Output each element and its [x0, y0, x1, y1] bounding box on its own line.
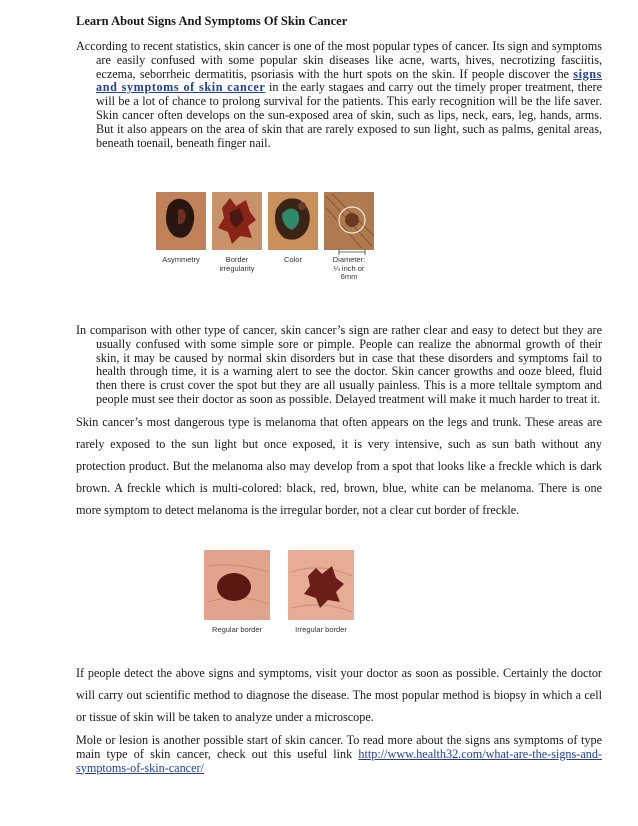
- intro-text-after: in the early stagaes and carry out the timely proper treatment, there will be a lot of chance to prolong survival for the patients. This early recognition will be the life saver. Skin cancer often develops on the sun-exposed area of skin, such as lips, neck, ears, leg, hands, arms. But it also appears on the area of skin that are rarely exposed to sun light, such as palms, genital areas, beneath toenail, beneath finger nail.: [96, 80, 602, 150]
- health32-link[interactable]: http://www.health32.com/what-are-the-signs-and-symptoms-of-skin-cancer/: [76, 746, 602, 775]
- intro-text-before: According to recent statistics, skin cancer is one of the most popular types of cancer. Its sign and symptoms are easily confused with some popular skin diseases like acne, warts, hives, necrotizing fasciitis, eczema, seborrheic dermatitis, psoriasis with the hurt spots on the skin. If people discover the: [76, 39, 602, 81]
- intro-paragraph: [76, 40, 602, 150]
- regular-border-image: [204, 550, 270, 620]
- asymmetry-image: [156, 192, 206, 250]
- color-image: [268, 192, 318, 250]
- document-page: [76, 14, 602, 150]
- page-title: Learn About Signs And Symptoms Of Skin Cancer: [76, 14, 348, 28]
- caption-regular-border: Regular border: [211, 625, 263, 634]
- closing-text: Mole or lesion is another possible start of skin cancer. To read more about the signs ans symptoms of type main type of skin cancer, check out this useful link: [76, 733, 602, 761]
- caption-irregular-border: Irregular border: [295, 625, 347, 634]
- document-page-middle: [76, 324, 602, 521]
- irregular-border-image: [288, 550, 354, 620]
- closing-paragraph: [76, 734, 602, 775]
- abcd-images: [156, 176, 470, 294]
- signs-symptoms-link[interactable]: signs and symptoms of skin cancer: [96, 66, 602, 95]
- border-irregularity-image: [212, 192, 262, 250]
- abcd-figure: [156, 176, 470, 294]
- caption-asymmetry: Asymmetry: [162, 255, 200, 264]
- caption-color: Color: [284, 255, 302, 264]
- border-comparison-figure: [186, 532, 416, 650]
- caption-diameter: Diameter: ¼ inch or 6mm: [332, 255, 366, 281]
- comparison-paragraph: In comparison with other type of cancer, skin cancer’s sign are rather clear and easy to detect but they are usually confused with some simple sore or pimple. People can realize the abnormal growth of their skin, it may be caused by normal skin disorders but in case that these disorders and symptoms fail to health through time, it is a warning alert to see the doctor. Skin cancer growths and ooze bleed, fluid then there is crust cover the spot but they are all usually painless. This is a more telltale symptom and people must see their doctor as soon as possible. Delayed treatment will make it much harder to treat it.: [76, 323, 602, 406]
- melanoma-paragraph: Skin cancer’s most dangerous type is melanoma that often appears on the legs and trunk. These areas are rarely exposed to the sun light but once exposed, it is very intensive, such as sun bath without any protection product. But the melanoma also may develop from a spot that looks like a freckle which is dark brown. A freckle which is multi-colored: black, red, brown, blue, white can be melanoma. There is one more symptom to detect melanoma is the irregular border, not a clear cut border of freckle.: [76, 414, 602, 517]
- document-page-bottom: [76, 662, 602, 775]
- diameter-image: [324, 192, 374, 255]
- caption-border-irregularity: Border irregularity: [219, 255, 255, 273]
- diagnosis-paragraph: If people detect the above signs and symptoms, visit your doctor as soon as possible. Certainly the doctor will carry out scientific method to diagnose the disease. The most popular method is biopsy in which a cell or tissue of skin will be taken to analyze under a microscope.: [76, 666, 602, 724]
